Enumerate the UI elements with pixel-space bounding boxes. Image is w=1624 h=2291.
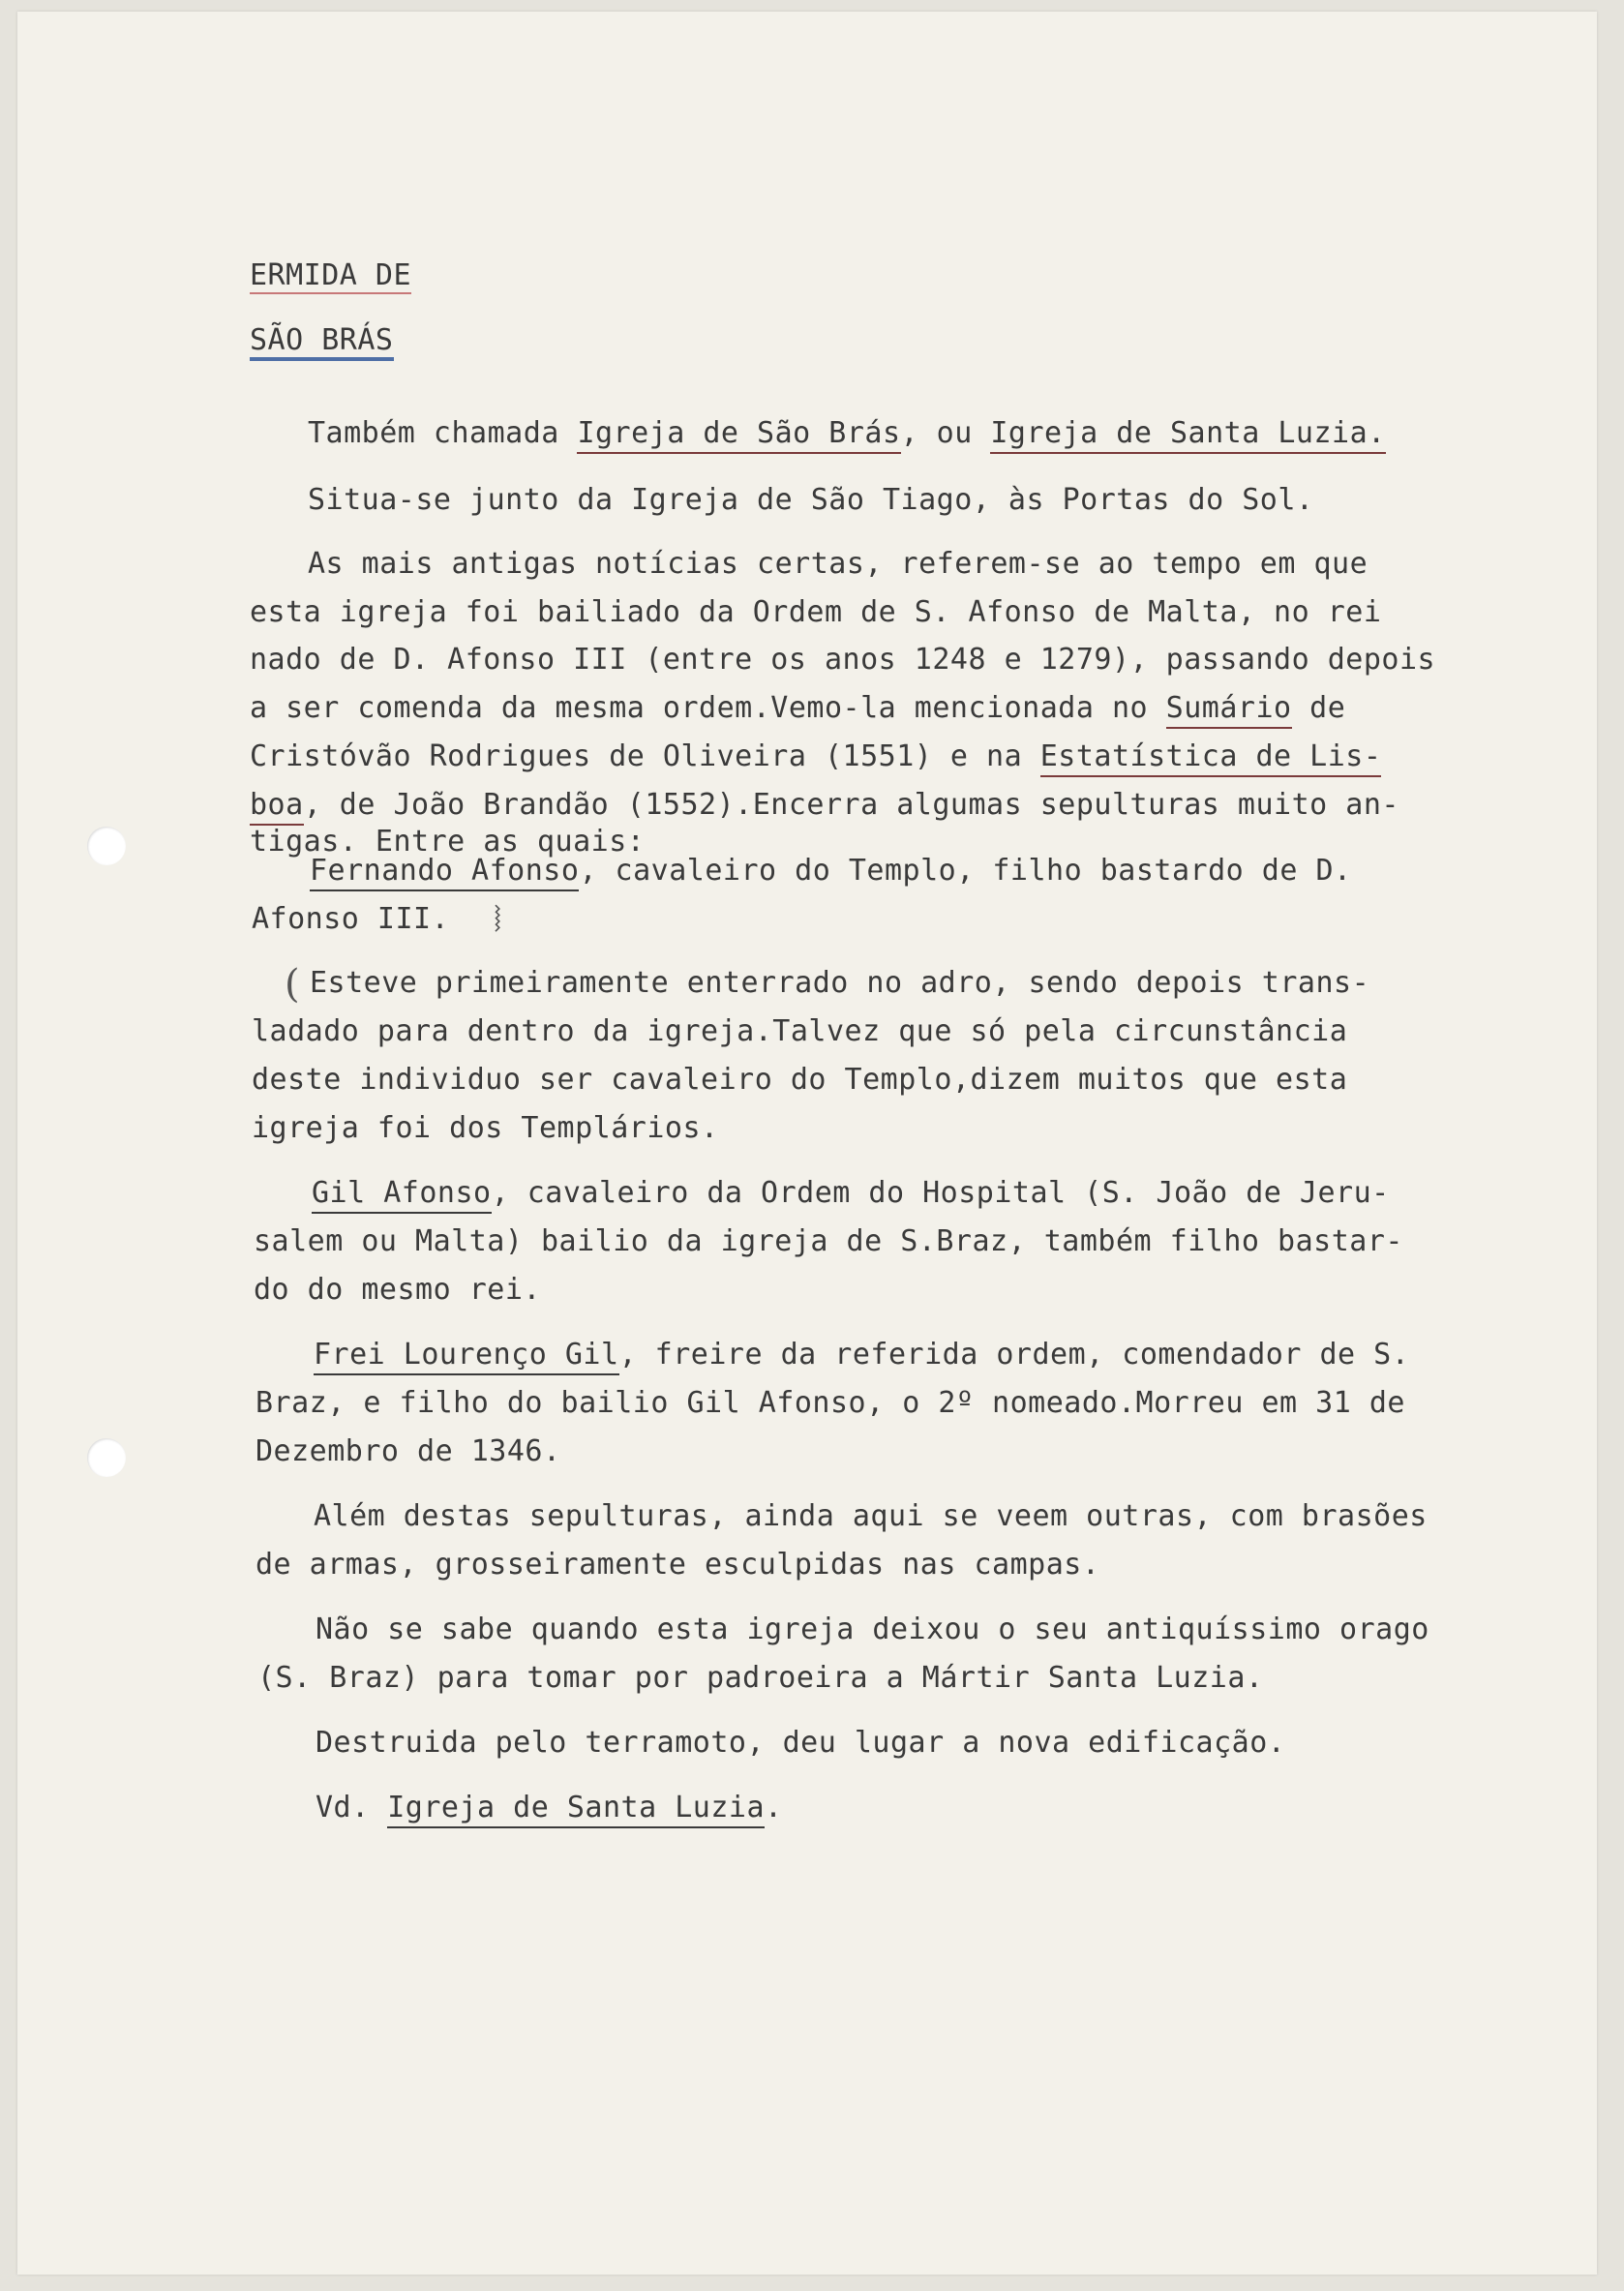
underlined-name: Igreja de São Brás bbox=[577, 416, 900, 454]
entry-gil-line-3: do do mesmo rei. bbox=[254, 1273, 541, 1307]
paragraph-esteve-line-2: ladado para dentro da igreja.Talvez que só pela circunstância bbox=[252, 1014, 1348, 1048]
entry-gil-line-1: Gil Afonso, cavaleiro da Ordem do Hospital (S. João de Jeru- bbox=[312, 1176, 1390, 1210]
handwritten-bracket-close: ⧘ bbox=[494, 896, 502, 941]
paragraph-destruida: Destruida pelo terramoto, deu lugar a nova edificação. bbox=[316, 1726, 1286, 1760]
underlined-title: Estatística de Lis- bbox=[1040, 739, 1382, 777]
underlined-name: Fernando Afonso bbox=[310, 854, 579, 891]
paragraph-nao-line-2: (S. Braz) para tomar por padroeira a Mártir Santa Luzia. bbox=[257, 1661, 1264, 1695]
handwritten-bracket-open: ( bbox=[285, 962, 300, 1007]
underlined-title: Sumário bbox=[1166, 691, 1292, 729]
underlined-name: Gil Afonso bbox=[312, 1176, 492, 1214]
underlined-name: Igreja de Santa Luzia. bbox=[990, 416, 1385, 454]
paragraph-3-line-2: esta igreja foi bailiado da Ordem de S. Afonso de Malta, no rei bbox=[250, 595, 1382, 629]
paragraph-3-line-6: boa, de João Brandão (1552).Encerra algumas sepulturas muito an- bbox=[250, 788, 1399, 822]
paragraph-esteve-line-4: igreja foi dos Templários. bbox=[252, 1111, 719, 1145]
entry-gil-line-2: salem ou Malta) bailio da igreja de S.Braz, também filho bastar- bbox=[254, 1224, 1403, 1258]
underlined-name: Frei Lourenço Gil bbox=[314, 1338, 619, 1375]
entry-lourenco-line-2: Braz, e filho do bailio Gil Afonso, o 2º nomeado.Morreu em 31 de bbox=[256, 1386, 1405, 1420]
paragraph-alem-line-1: Além destas sepulturas, ainda aqui se veem outras, com brasões bbox=[314, 1499, 1428, 1533]
entry-fernando-line-1: Fernando Afonso, cavaleiro do Templo, filho bastardo de D. bbox=[310, 854, 1352, 888]
paragraph-esteve-line-1: Esteve primeiramente enterrado no adro, sendo depois trans- bbox=[310, 966, 1370, 1000]
paragraph-3-line-4: a ser comenda da mesma ordem.Vemo-la mencionada no Sumário de bbox=[250, 691, 1345, 725]
paragraph-3-line-7: tigas. Entre as quais: bbox=[250, 825, 646, 859]
paragraph-3-line-5: Cristóvão Rodrigues de Oliveira (1551) e na Estatística de Lis- bbox=[250, 739, 1381, 773]
document-page bbox=[17, 12, 1597, 2275]
paragraph-alem-line-2: de armas, grosseiramente esculpidas nas campas. bbox=[256, 1548, 1100, 1582]
paragraph-3-line-1: As mais antigas notícias certas, referem-se ao tempo em que bbox=[308, 547, 1368, 581]
underlined-title: boa bbox=[250, 788, 304, 826]
paragraph-1-line: Também chamada Igreja de São Brás, ou Igreja de Santa Luzia. bbox=[308, 416, 1386, 450]
title-line-1: ERMIDA DE bbox=[250, 258, 412, 292]
paragraph-2-line: Situa-se junto da Igreja de São Tiago, às Portas do Sol. bbox=[308, 483, 1314, 517]
title-line-2: SÃO BRÁS bbox=[250, 323, 394, 361]
body-text bbox=[250, 12, 1566, 2275]
paragraph-3-line-3: nado de D. Afonso III (entre os anos 1248 e 1279), passando depois bbox=[250, 643, 1436, 677]
entry-fernando-line-2: Afonso III. bbox=[252, 902, 450, 936]
punch-hole-lower bbox=[87, 1438, 126, 1477]
paragraph-nao-line-1: Não se sabe quando esta igreja deixou o seu antiquíssimo orago bbox=[316, 1613, 1429, 1646]
punch-hole-upper bbox=[87, 827, 126, 865]
entry-lourenco-line-1: Frei Lourenço Gil, freire da referida ordem, comendador de S. bbox=[314, 1338, 1409, 1372]
entry-lourenco-line-3: Dezembro de 1346. bbox=[256, 1434, 561, 1468]
underlined-title: Igreja de Santa Luzia bbox=[387, 1791, 765, 1828]
cross-reference: Vd. Igreja de Santa Luzia. bbox=[316, 1791, 783, 1824]
paragraph-esteve-line-3: deste individuo ser cavaleiro do Templo,dizem muitos que esta bbox=[252, 1063, 1348, 1097]
